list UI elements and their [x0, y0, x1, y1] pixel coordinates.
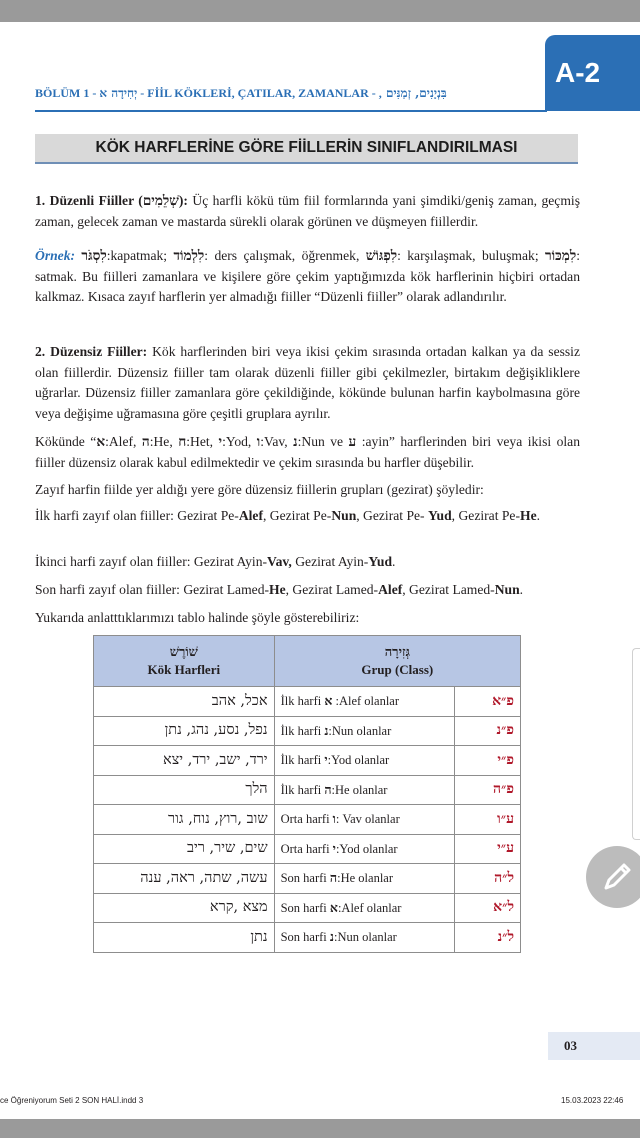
paragraph-table-intro: Yukarıda anlatttıklarımızı tablo halinde şöyle gösterebiliriz: — [35, 610, 360, 625]
group-description-suffix: :He olanlar — [331, 782, 388, 797]
group-code-cell: פ״י — [455, 746, 521, 776]
col-roots-hebrew: שׁוֹרֶשׁ — [169, 645, 198, 660]
group-letter: י — [324, 752, 328, 768]
page-number: 03 — [548, 1032, 640, 1060]
second-weak-vav: Vav, — [267, 554, 292, 569]
group-description-suffix: :Yod olanlar — [327, 753, 390, 768]
bottom-scroll-bar — [0, 1119, 640, 1138]
letter-vav-label: :Vav, — [260, 434, 294, 449]
root-examples-cell: מצא ,קרא — [94, 893, 275, 923]
group-letter: ה — [324, 781, 332, 797]
group-description-cell — [274, 834, 455, 864]
example-word-3: לִפְגּוֹשׁ — [365, 248, 398, 264]
root-examples-cell: אכל, אהב — [94, 687, 275, 717]
paragraph-regular-verbs — [35, 191, 580, 232]
first-weak-nun: Nun — [331, 508, 357, 523]
letter-yod: י — [218, 434, 223, 450]
group-letter: נ — [324, 722, 329, 738]
first-weak-yud: Yud — [427, 508, 452, 523]
group-code-cell: ע״ו — [455, 805, 521, 835]
group-code-cell: ל״ה — [455, 864, 521, 894]
group-description-cell — [274, 687, 455, 717]
group-description-suffix: :Alef olanlar — [332, 694, 400, 709]
irregular-verbs-text: Kök harflerinden biri veya ikisi çekim sırasında ortadan kalkan ya da sessiz olan fiillerdir. Düzensiz fiiller tam olarak düzenli fiiller gibi çekilmezler, birtakım değişikliklere uğrarlar. Düzensiz fiiller zamanlara göre çekildiğinde, kökünde bulunan harfin kaybolmasına göre veya değişime uğramasına göre çeşitli gruplara ayrılır. — [35, 344, 580, 421]
col-group-turkish: Grup (Class) — [361, 662, 434, 677]
last-weak-he: He — [269, 582, 286, 597]
first-weak-text-e: , Gezirat Pe- — [451, 508, 520, 523]
group-code-cell: ל״נ — [455, 923, 521, 953]
table-row — [94, 775, 521, 805]
letter-vav: ו — [256, 434, 261, 450]
example-word-4: לִמְכּוֹר — [545, 248, 577, 264]
first-weak-text-f: . — [536, 508, 541, 523]
example-word-2: לִלְמוֹד — [173, 248, 205, 264]
group-description-cell — [274, 923, 455, 953]
first-weak-alef: Alef — [238, 508, 263, 523]
group-description-cell — [274, 805, 455, 835]
group-description-prefix: Son harfi — [280, 871, 330, 886]
group-description-suffix: :Nun olanlar — [328, 723, 392, 738]
group-letter: נ — [329, 929, 334, 945]
group-letter: ה — [329, 870, 338, 886]
group-code-cell: פ״נ — [455, 716, 521, 746]
letter-het-label: :Het, — [186, 434, 219, 449]
last-weak-text-d: , Gezirat Lamed- — [402, 582, 495, 597]
last-weak-text-a: Son harfi zayıf olan fiiller: Gezirat Lamed- — [35, 582, 270, 597]
root-examples-cell: שוב ,רוץ, נוח, גור — [94, 805, 275, 835]
regular-verbs-hebrew: שְׁלֵמִים — [142, 193, 179, 209]
pencil-icon — [586, 846, 640, 908]
letter-alef: א — [96, 434, 106, 450]
group-description-suffix: :Yod olanlar — [335, 841, 398, 856]
group-letter: א — [324, 693, 333, 709]
example-meaning-2: : ders çalışmak, öğrenmek, — [204, 248, 366, 263]
section-title: KÖK HARFLERİNE GÖRE FİİLLERİN SINIFLANDIRILMASI — [35, 134, 578, 164]
root-examples-cell: עשה, שתה, ראה, ענה — [94, 864, 275, 894]
example-word-1: לִסְגֹּר — [81, 248, 107, 264]
group-description-prefix: İlk harfi — [280, 782, 325, 797]
letter-nun: נ — [293, 434, 298, 450]
paragraph-examples — [35, 246, 580, 308]
table-body — [94, 687, 521, 953]
table-row — [94, 864, 521, 894]
edit-button[interactable] — [586, 846, 640, 908]
last-weak-text-e: . — [519, 582, 524, 597]
col-group-header — [274, 636, 520, 687]
table-row — [94, 923, 521, 953]
letter-het: ח — [178, 434, 187, 450]
side-panel-handle[interactable] — [632, 648, 640, 840]
group-description-cell — [274, 864, 455, 894]
paragraph-first-letter-weak — [35, 506, 580, 527]
weak-letters-outro: :ayin” harflerinden biri veya ikisi olan fiiller düzensiz olarak kabul edilmektedir ve çekim sırasında bu harfler düşebilir. — [35, 434, 581, 470]
unit-badge — [545, 35, 640, 111]
root-examples-cell: ירד, ישב, ירד, יצא — [94, 746, 275, 776]
chapter-topic: - FİİL KÖKLERİ, ÇATILAR, ZAMANLAR - , — [137, 86, 382, 100]
group-description-prefix: İlk harfi — [280, 723, 325, 738]
group-letter: ו — [332, 811, 336, 827]
group-code-cell: ל״א — [455, 893, 521, 923]
irregular-verbs-label: 2. Düzensiz Fiiller: — [35, 344, 148, 359]
header-rule — [35, 110, 547, 112]
group-description-prefix: Son harfi — [280, 900, 330, 915]
letter-he: ה — [141, 434, 150, 450]
root-examples-cell: שים, שיר, ריב — [94, 834, 275, 864]
first-weak-text-a: İlk harfi zayıf olan fiiller: Gezirat Pe- — [35, 508, 239, 523]
root-examples-cell: נתן — [94, 923, 275, 953]
table-row — [94, 893, 521, 923]
last-weak-alef: Alef — [378, 582, 403, 597]
unit-badge-label: A-2 — [555, 57, 601, 88]
group-description-cell — [274, 746, 455, 776]
letter-ayin: ע — [348, 434, 357, 450]
group-letter: י — [332, 840, 336, 856]
table-row — [94, 716, 521, 746]
group-code-cell: פ״א — [455, 687, 521, 717]
group-description-prefix: Orta harfi — [280, 841, 333, 856]
group-description-cell — [274, 775, 455, 805]
first-weak-text-d: , Gezirat Pe- — [356, 508, 428, 523]
second-weak-text-d: . — [392, 554, 396, 569]
table-row — [94, 834, 521, 864]
paragraph-weak-letters — [35, 432, 580, 473]
second-weak-yud: Yud — [368, 554, 393, 569]
group-letter: א — [329, 899, 338, 915]
second-weak-text-c: Gezirat Ayin- — [291, 554, 369, 569]
regular-verbs-label-close: ): — [178, 193, 188, 208]
last-weak-text-c: , Gezirat Lamed- — [285, 582, 379, 597]
group-description-suffix: :Nun olanlar — [334, 930, 397, 945]
table-row — [94, 746, 521, 776]
group-description-suffix: :He olanlar — [337, 871, 394, 886]
verb-groups-table — [93, 635, 521, 953]
regular-verbs-text: Üç harfli kökü tüm fiil formlarında yani şimdiki/geniş zaman, geçmiş zaman, gelecek zaman ve mastarda sürekli olarak görünen ve düşmeyen fiillerdir. — [35, 193, 580, 229]
group-description-cell — [274, 716, 455, 746]
example-meaning-1: :kapatmak; — [106, 248, 174, 263]
chapter-prefix: BÖLÜM 1 - — [35, 86, 100, 100]
letter-he-label: :He, — [149, 434, 179, 449]
paragraph-last-letter-weak — [35, 580, 580, 601]
footer-filename: ce Öğreniyorum Seti 2 SON HALİ.indd 3 — [0, 1096, 144, 1105]
chapter-header — [35, 86, 545, 101]
group-code-cell: פ״ה — [455, 775, 521, 805]
paragraph-irregular-verbs — [35, 342, 580, 424]
second-weak-text-a: İkinci harfi zayıf olan fiiller: Gezirat Ayin- — [35, 554, 268, 569]
paragraph-second-letter-weak — [35, 552, 580, 573]
example-meaning-4: : satmak. Bu fiilleri zamanlara ve kişilere göre çekim yaptığımızda kök harflerinin hiçbiri ortadan kalkmaz. Kısaca zayıf harflerin yer almadığı fiiller “Düzenli fiiller” olarak adlandırılır. — [35, 248, 580, 304]
regular-verbs-label: 1. Düzenli Fiiller ( — [35, 193, 143, 208]
first-weak-he: He — [520, 508, 537, 523]
col-group-hebrew: גְּזִירָה — [384, 645, 410, 660]
top-scroll-bar — [0, 0, 640, 22]
example-meaning-3: : karşılaşmak, buluşmak; — [397, 248, 545, 263]
table-row — [94, 805, 521, 835]
table-header-row — [94, 636, 521, 687]
chapter-hebrew-unit: יְחִידָה א — [99, 86, 138, 100]
group-description-cell — [274, 893, 455, 923]
group-description-suffix: :Alef olanlar — [337, 900, 402, 915]
letter-nun-label: :Nun ve — [297, 434, 349, 449]
letter-alef-label: :Alef, — [105, 434, 142, 449]
last-weak-nun: Nun — [494, 582, 520, 597]
group-code-cell: ע״י — [455, 834, 521, 864]
letter-yod-label: :Yod, — [222, 434, 257, 449]
paragraph-groups-intro: Zayıf harfin fiilde yer aldığı yere göre düzensiz fiillerin grupları (gezirat) şöyledir: — [35, 482, 484, 497]
group-description-prefix: İlk harfi — [280, 694, 325, 709]
group-description-prefix: İlk harfi — [280, 753, 325, 768]
first-weak-text-c: , Gezirat Pe- — [262, 508, 332, 523]
root-examples-cell: נפל, נסע, נהג, נתן — [94, 716, 275, 746]
table-row — [94, 687, 521, 717]
group-description-prefix: Orta harfi — [280, 812, 333, 827]
root-examples-cell: הלך — [94, 775, 275, 805]
col-roots-turkish: Kök Harfleri — [147, 662, 221, 677]
footer-timestamp: 15.03.2023 22:46 — [561, 1096, 624, 1105]
group-description-prefix: Son harfi — [280, 930, 330, 945]
chapter-hebrew-topic: בִּנְיָנִים, זְמַנִּים — [381, 86, 447, 100]
example-label: Örnek: — [35, 248, 76, 263]
weak-letters-intro: Kökünde “ — [35, 434, 97, 449]
col-roots-header — [94, 636, 275, 687]
group-description-suffix: : Vav olanlar — [335, 812, 400, 827]
